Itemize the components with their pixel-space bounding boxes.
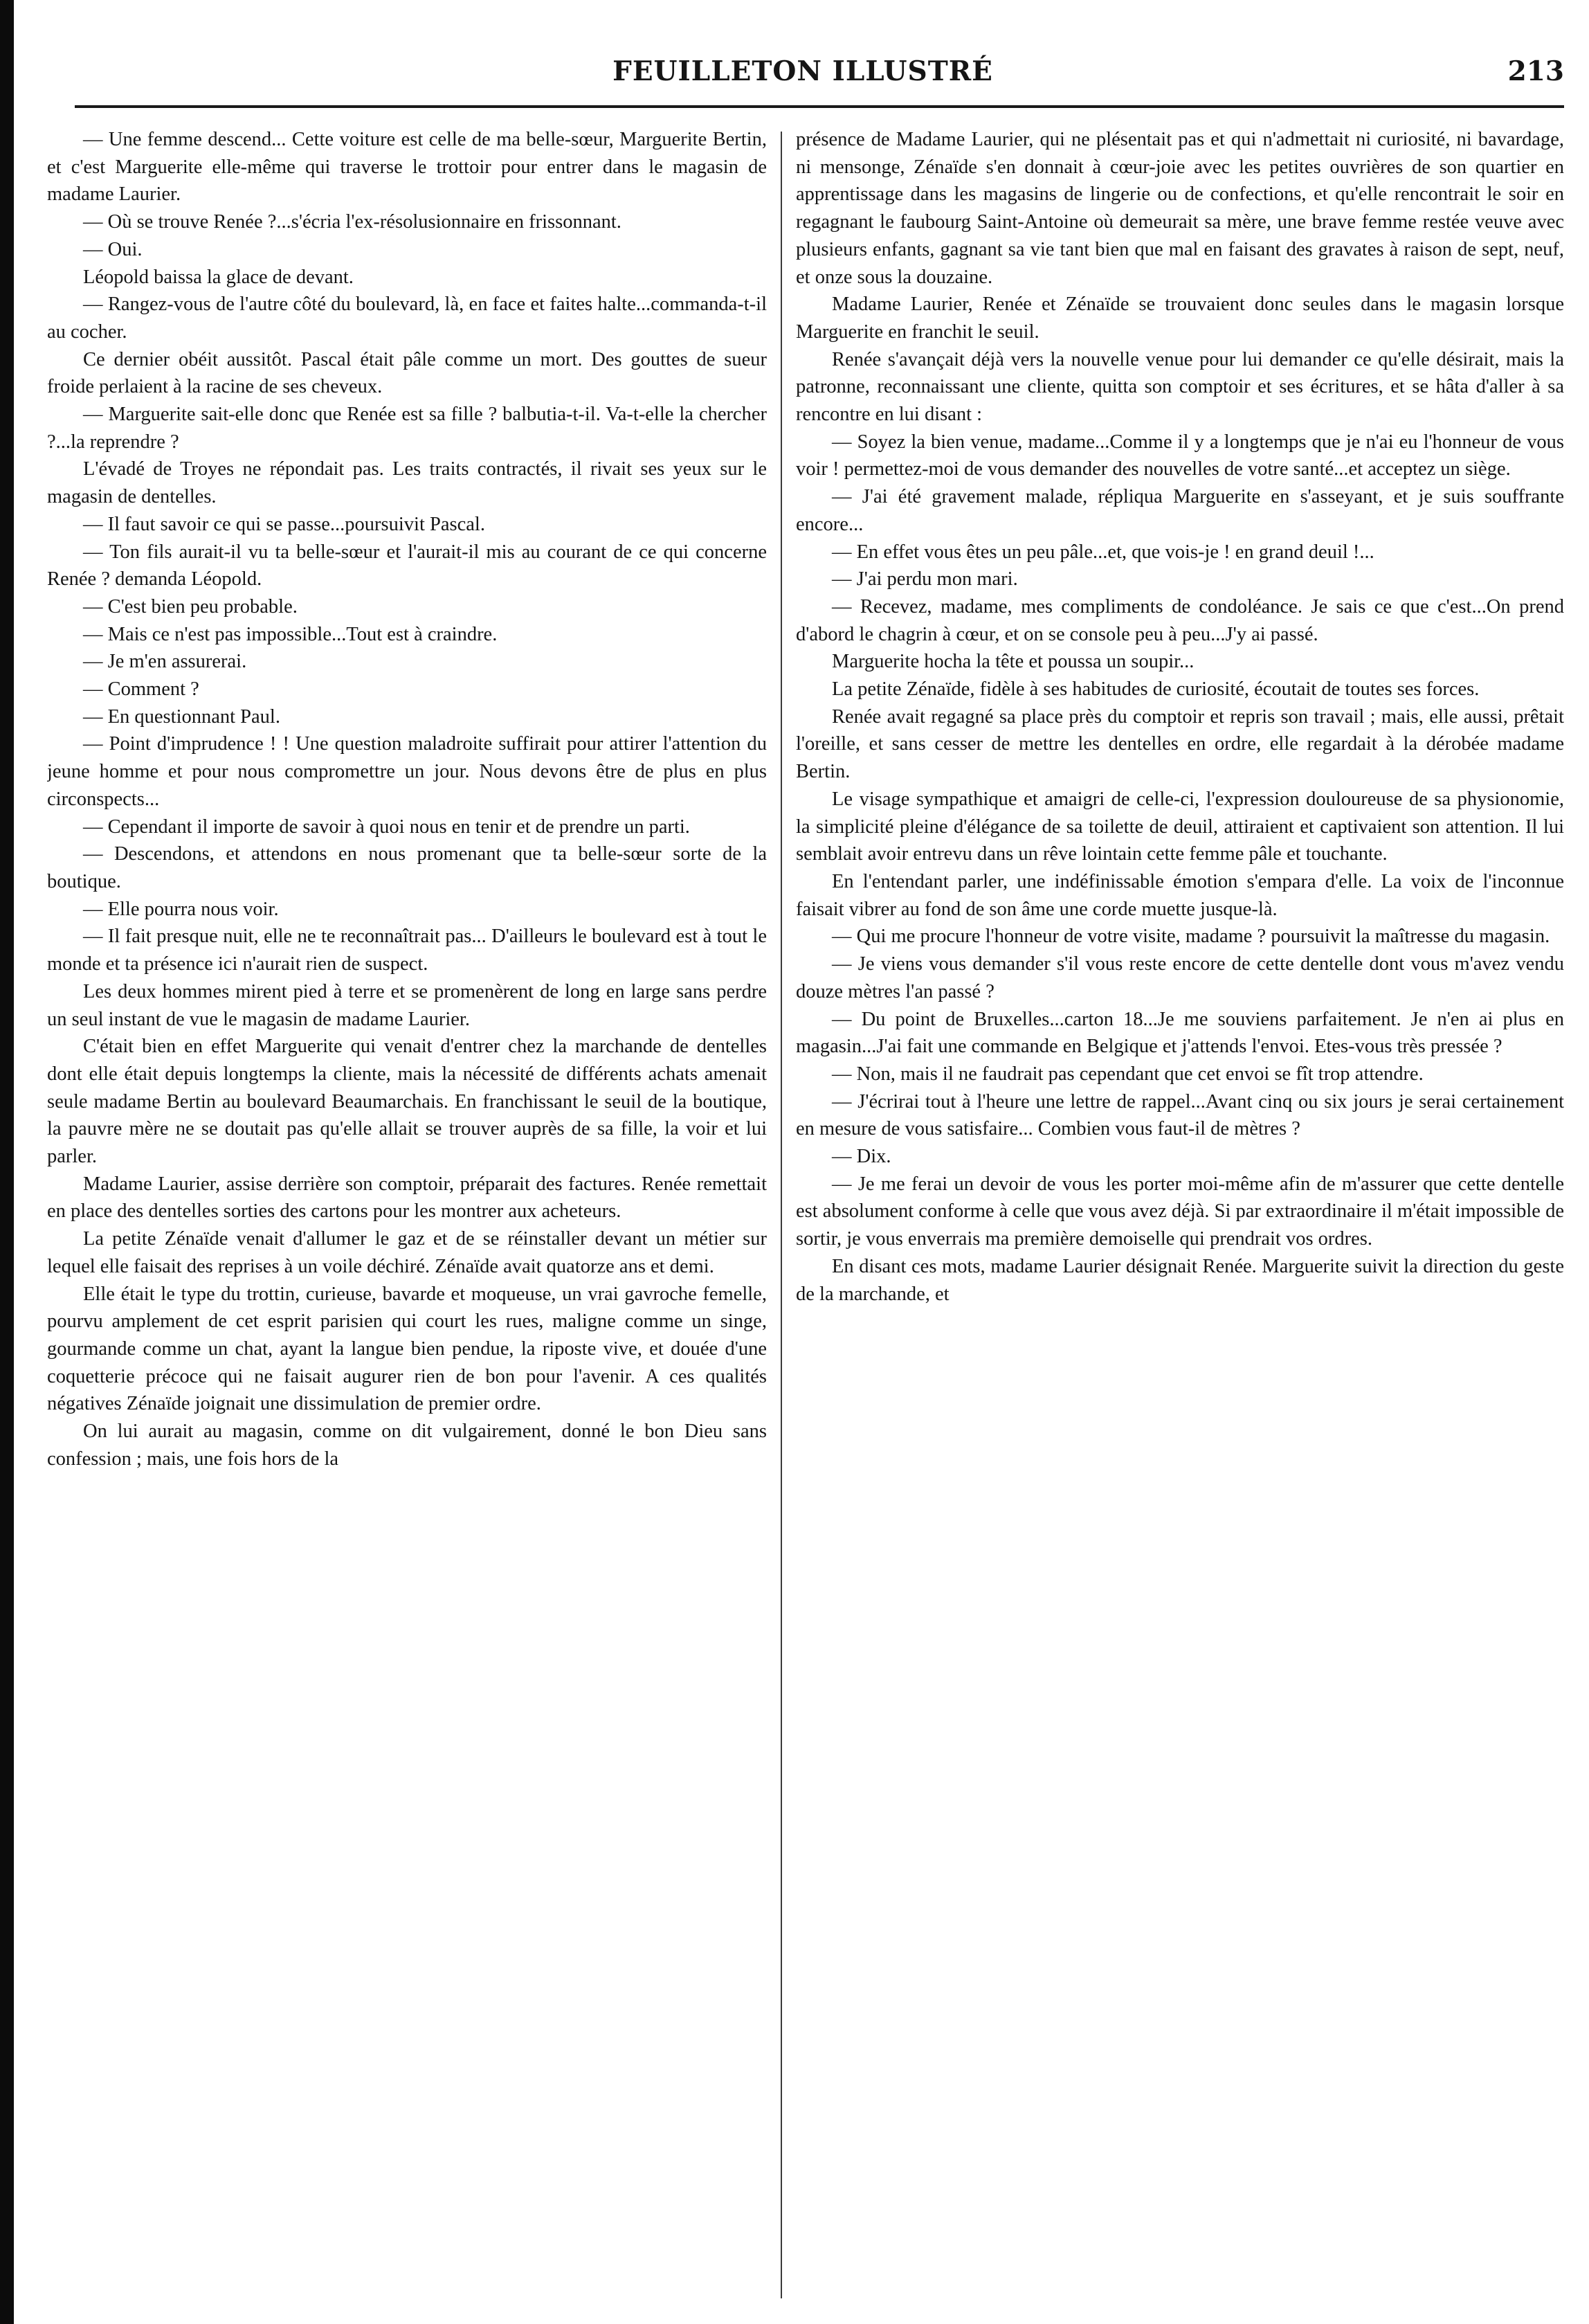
paragraph: On lui aurait au magasin, comme on dit vulgairement, donné le bon Dieu sans confession ; mais, une fois hors de la — [47, 1421, 767, 1470]
paragraph: La petite Zénaïde, fidèle à ses habitudes de curiosité, écoutait de toutes ses forces. — [832, 678, 1480, 701]
paragraph: — Dix. — [832, 1146, 891, 1168]
paragraph: La petite Zénaïde venait d'allumer le gaz et de se réinstaller devant un métier sur lequel elle faisait des reprises à un voile déchiré. Zénaïde avait quatorze ans et demi. — [47, 1228, 767, 1277]
paragraph: — J'écrirai tout à l'heure une lettre de rappel...Avant cinq ou six jours je serai certainement en mesure de vous satisfaire... Combien vous faut-il de mètres ? — [796, 1090, 1564, 1140]
paragraph: Elle était le type du trottin, curieuse, bavarde et moqueuse, un vrai gavroche femelle, pourvu amplement de cet esprit parisien qui court les rues, maligne comme un singe, gourmande comme un chat, ayant la langue bien pendue, la riposte vive, et douée d'une coquetterie précoce qui ne faisait augurer rien de bon pour l'avenir. A ces qualités négatives Zénaïde joignait une dissimulation de premier ordre. — [47, 1283, 767, 1415]
paragraph: L'évadé de Troyes ne répondait pas. Les traits contractés, il rivait ses yeux sur le magasin de dentelles. — [47, 458, 767, 508]
paragraph: En l'entendant parler, une indéfinissable émotion s'empara d'elle. La voix de l'inconnue faisait vibrer au fond de son âme une corde muette jusque-là. — [796, 870, 1564, 920]
paragraph: — Du point de Bruxelles...carton 18...Je me souviens parfaitement. Je n'en ai plus en magasin...J'ai fait une commande en Belgique et j'attends l'envoi. Etes-vous très pressée ? — [796, 1008, 1564, 1058]
paragraph: — En effet vous êtes un peu pâle...et, que vois-je ! en grand deuil !... — [832, 541, 1374, 563]
paragraph: — Elle pourra nous voir. — [83, 898, 279, 920]
page-binding-edge — [0, 0, 14, 2324]
paragraph: Renée avait regagné sa place près du comptoir et repris son travail ; mais, elle aussi, prêtait l'oreille, et sans cesser de mettre les dentelles en ordre, elle regardait à la dérobée madame Bertin. — [796, 705, 1564, 783]
column-divider — [781, 132, 782, 2298]
paragraph: — Cependant il importe de savoir à quoi nous en tenir et de prendre un parti. — [83, 816, 690, 838]
running-title: FEUILLETON ILLUSTRÉ — [612, 55, 993, 87]
paragraph: — Non, mais il ne faudrait pas cependant que cet envoi se fît trop attendre. — [832, 1063, 1424, 1085]
paragraph: — Mais ce n'est pas impossible...Tout est à craindre. — [83, 623, 498, 645]
paragraph: — Rangez-vous de l'autre côté du boulevard, là, en face et faites halte...commanda-t-il au cocher. — [47, 294, 767, 343]
paragraph: — Je m'en assurerai. — [83, 651, 247, 673]
paragraph: — Qui me procure l'honneur de votre visite, madame ? poursuivit la maîtresse du magasin. — [832, 926, 1550, 948]
paragraph: Marguerite hocha la tête et poussa un soupir... — [832, 651, 1195, 673]
paragraph: — Une femme descend... Cette voiture est celle de ma belle-sœur, Marguerite Bertin, et c'est Marguerite elle-même qui traverse le trottoir pour entrer dans le magasin de madame Laurier. — [47, 129, 767, 206]
paragraph: — Ton fils aurait-il vu ta belle-sœur et l'aurait-il mis au courant de ce qui concerne Renée ? demanda Léopold. — [47, 541, 767, 591]
paragraph: — Je viens vous demander s'il vous reste encore de cette dentelle dont vous m'avez vendu douze mètres l'an passé ? — [796, 953, 1564, 1002]
paragraph: — J'ai été gravement malade, répliqua Marguerite en s'asseyant, et je suis souffrante encore... — [796, 486, 1564, 535]
paragraph: — Je me ferai un devoir de vous les porter moi-même afin de m'assurer que cette dentelle est absolument conforme à celle que vous avez déjà. Si par extraordinaire il m'était impossible de sortir, je vous enverrais ma première demoiselle qui prendrait vos ordres. — [796, 1173, 1564, 1250]
paragraph: Le visage sympathique et amaigri de celle-ci, l'expression douloureuse de sa physionomie, la simplicité pleine d'élégance de sa toilette de deuil, attiraient et captivaient son attention. Il lui semblait avoir entrevu dans un rêve lointain cette femme pâle et touchante. — [796, 788, 1564, 865]
paragraph: — En questionnant Paul. — [83, 705, 280, 728]
paragraph: — Il fait presque nuit, elle ne te reconnaîtrait pas... D'ailleurs le boulevard est à tout le monde et ta présence ici n'aurait rien de suspect. — [47, 926, 767, 975]
paragraph: — Marguerite sait-elle donc que Renée est sa fille ? balbutia-t-il. Va-t-elle la chercher ?...la reprendre ? — [47, 404, 767, 453]
paragraph: Renée s'avançait déjà vers la nouvelle venue pour lui demander ce qu'elle désirait, mais la patronne, reconnaissant une cliente, quitta son comptoir et ses écritures, et se hâta d'aller à sa rencontre en lui disant : — [796, 348, 1564, 426]
page-number: 213 — [1507, 55, 1564, 87]
header-rule — [75, 105, 1564, 108]
left-column — [47, 126, 767, 2300]
paragraph: — Descendons, et attendons en nous promenant que ta belle-sœur sorte de la boutique. — [47, 843, 767, 892]
paragraph: — Comment ? — [83, 678, 199, 701]
paragraph: Léopold baissa la glace de devant. — [83, 266, 354, 288]
paragraph: — Oui. — [83, 238, 143, 260]
paragraph: En disant ces mots, madame Laurier désignait Renée. Marguerite suivit la direction du geste de la marchande, et — [796, 1255, 1564, 1305]
paragraph: — Recevez, madame, mes compliments de condoléance. Je sais ce que c'est...On prend d'abord le chagrin à cœur, et on se console peu à peu...J'y ai passé. — [796, 595, 1564, 645]
paragraph: — Il faut savoir ce qui se passe...poursuivit Pascal. — [83, 513, 485, 535]
paragraph: — Soyez la bien venue, madame...Comme il y a longtemps que je n'ai eu l'honneur de vous voir ! permettez-moi de vous demander des nouvelles de votre santé...et acceptez un siège. — [796, 431, 1564, 480]
paragraph: — Point d'imprudence ! ! Une question maladroite suffirait pour attirer l'attention du jeune homme et pour nous compromettre un jour. Nous devons être de plus en plus circonspects... — [47, 733, 767, 810]
paragraph: — C'est bien peu probable. — [83, 595, 298, 618]
right-column — [796, 126, 1564, 2300]
paragraph: Madame Laurier, Renée et Zénaïde se trouvaient donc seules dans le magasin lorsque Marguerite en franchit le seuil. — [796, 294, 1564, 343]
paragraph: Les deux hommes mirent pied à terre et se promenèrent de long en large sans perdre un seul instant de vue le magasin de madame Laurier. — [47, 980, 767, 1030]
page-header — [42, 42, 1564, 104]
paragraph: — Où se trouve Renée ?...s'écria l'ex-résolusionnaire en frissonnant. — [83, 211, 621, 233]
paragraph: Madame Laurier, assise derrière son comptoir, préparait des factures. Renée remettait en place des dentelles sorties des cartons pour les montrer aux acheteurs. — [47, 1173, 767, 1223]
paragraph: — J'ai perdu mon mari. — [832, 568, 1018, 591]
paragraph: C'était bien en effet Marguerite qui venait d'entrer chez la marchande de dentelles dont elle était depuis longtemps la cliente, mais la nécessité de différents achats amenait seule madame Bertin au boulevard Beaumarchais. En franchissant le seuil de la boutique, la pauvre mère ne se doutait pas qu'elle allait se trouver auprès de sa fille, la voir et lui parler. — [47, 1036, 767, 1168]
paragraph: Ce dernier obéit aussitôt. Pascal était pâle comme un mort. Des gouttes de sueur froide perlaient à la racine de ses cheveux. — [47, 348, 767, 398]
paragraph: présence de Madame Laurier, qui ne plésentait pas et qui n'admettait ni curiosité, ni bavardage, ni mensonge, Zénaïde s'en donnait à cœur-joie avec les petites ouvrières de son quartier en apprentissage dans les magasins de lingerie ou de confections, et qu'elle rencontrait le soir en regagnant le faubourg Saint-Antoine où demeurait sa mère, une brave femme restée veuve avec plusieurs enfants, gagnant sa vie tant bien que mal en faisant des gravates à raison de sept, neuf, et onze sous la douzaine. — [796, 129, 1564, 288]
